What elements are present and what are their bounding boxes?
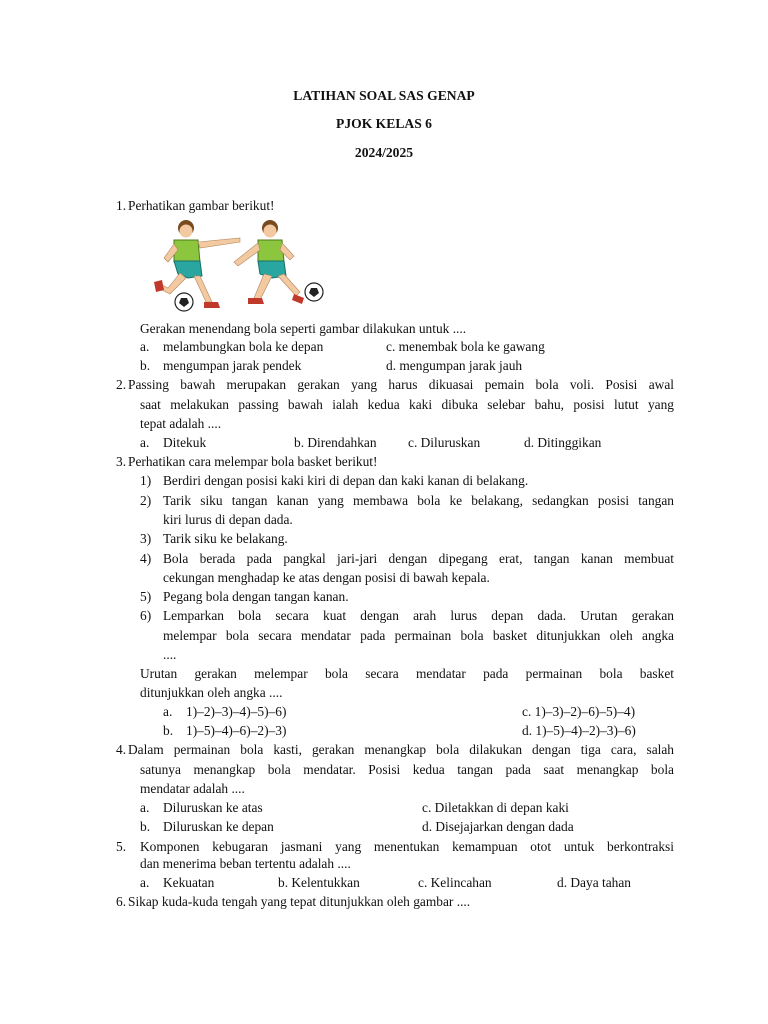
q3-step-1-number: 1) xyxy=(140,473,152,488)
q3-step-3-number: 3) xyxy=(140,531,152,546)
q4-option-c: c. Diletakkan di depan kaki xyxy=(422,800,569,815)
q2-option-c: c. Diluruskan xyxy=(408,435,481,450)
q5-option-c: c. Kelincahan xyxy=(418,875,492,890)
kicking-boy-figure-2 xyxy=(234,220,323,304)
q5-option-a: Kekuatan xyxy=(163,875,215,890)
q4-text-line-2: satunya menangkap bola mendatar. Posisi kedua tangan pada saat menangkap bola xyxy=(140,762,674,777)
q3-step-1-text: Berdiri dengan posisi kaki kiri di depan dan kaki kanan di belakang. xyxy=(163,473,529,488)
q3-option-d: d. 1)–5)–4)–2)–3)–6) xyxy=(522,723,636,738)
q6-prompt: Sikap kuda-kuda tengah yang tepat ditunjukkan oleh gambar .... xyxy=(128,894,471,909)
worksheet-year: 2024/2025 xyxy=(354,145,414,160)
q3-step-2-number: 2) xyxy=(140,493,152,508)
q3-option-a: 1)–2)–3)–4)–5)–6) xyxy=(186,704,287,719)
q1-option-a-letter: a. xyxy=(140,339,150,354)
q4-option-b: Diluruskan ke depan xyxy=(163,819,274,834)
q3-step-5-number: 5) xyxy=(140,589,152,604)
q1-option-b-letter: b. xyxy=(140,358,151,373)
q3-step-3-text: Tarik siku ke belakang. xyxy=(163,531,288,546)
q5-text-line-2: dan menerima beban tertentu adalah .... xyxy=(140,856,351,871)
q2-text-line-1: Passing bawah merupakan gerakan yang harus dikuasai pemain bola voli. Posisi awal xyxy=(128,377,674,392)
worksheet-subject: PJOK KELAS 6 xyxy=(336,116,432,131)
q5-option-d: d. Daya tahan xyxy=(557,875,631,890)
q1-option-c: c. menembak bola ke gawang xyxy=(386,339,545,354)
soccer-kick-illustration xyxy=(148,218,330,314)
q1-prompt: Perhatikan gambar berikut! xyxy=(128,198,275,213)
q2-option-a-letter: a. xyxy=(140,435,150,450)
q1-number: 1. xyxy=(116,198,127,213)
q3-stem-line-2: ditunjukkan oleh angka .... xyxy=(140,685,283,700)
q3-option-b: 1)–5)–4)–6)–2)–3) xyxy=(186,723,287,738)
q1-stem: Gerakan menendang bola seperti gambar dilakukan untuk .... xyxy=(140,321,467,336)
q3-step-2-text-line-1: Tarik siku tangan kanan yang membawa bola ke belakang, sedangkan posisi tangan xyxy=(163,493,674,508)
q3-step-4-number: 4) xyxy=(140,551,152,566)
q3-step-6-number: 6) xyxy=(140,608,152,623)
q3-step-4-text-line-1: Bola berada pada pangkal jari-jari dengan dipegang erat, tangan kanan membuat xyxy=(163,551,674,566)
q1-option-a: melambungkan bola ke depan xyxy=(163,339,324,354)
q4-option-a-letter: a. xyxy=(140,800,150,815)
q3-option-b-letter: b. xyxy=(163,723,174,738)
q5-number: 5. xyxy=(116,839,127,854)
q4-number: 4. xyxy=(116,742,127,757)
q3-number: 3. xyxy=(116,454,127,469)
q4-option-a: Diluruskan ke atas xyxy=(163,800,263,815)
q3-step-6-text-line-3: .... xyxy=(163,647,177,662)
q3-step-4-text-line-2: cekungan menghadap ke atas dengan posisi di bawah kepala. xyxy=(163,570,490,585)
q4-option-d: d. Disejajarkan dengan dada xyxy=(422,819,574,834)
q3-option-a-letter: a. xyxy=(163,704,173,719)
q3-step-6-text-line-1: Lemparkan bola secara kuat dengan arah lurus depan dada. Urutan gerakan xyxy=(163,608,674,623)
q4-text-line-3: mendatar adalah .... xyxy=(140,781,245,796)
q2-text-line-2: saat melakukan passing bawah ialah kedua kaki dibuka selebar bahu, posisi lutut yang xyxy=(140,397,674,412)
q3-step-6-text-line-2: melempar bola secara mendatar pada permainan bola basket ditunjukkan oleh angka xyxy=(163,628,674,643)
q4-text-line-1: Dalam permainan bola kasti, gerakan menangkap bola dilakukan dengan tiga cara, salah xyxy=(128,742,674,757)
kicking-boy-figure-1 xyxy=(154,220,240,311)
q3-step-2-text-line-2: kiri lurus di depan dada. xyxy=(163,512,293,527)
q2-option-a: Ditekuk xyxy=(163,435,207,450)
q5-option-b: b. Kelentukkan xyxy=(278,875,360,890)
worksheet-title: LATIHAN SOAL SAS GENAP xyxy=(293,88,475,103)
q6-number: 6. xyxy=(116,894,127,909)
q2-text-line-3: tepat adalah .... xyxy=(140,416,222,431)
q1-option-b: mengumpan jarak pendek xyxy=(163,358,302,373)
q5-option-a-letter: a. xyxy=(140,875,150,890)
q3-option-c: c. 1)–3)–2)–6)–5)–4) xyxy=(522,704,636,719)
q5-text-line-1: Komponen kebugaran jasmani yang menentukan kemampuan otot untuk berkontraksi xyxy=(140,839,674,854)
q2-option-d: d. Ditinggikan xyxy=(524,435,602,450)
q3-step-5-text: Pegang bola dengan tangan kanan. xyxy=(163,589,349,604)
q4-option-b-letter: b. xyxy=(140,819,151,834)
q2-number: 2. xyxy=(116,377,127,392)
q1-option-d: d. mengumpan jarak jauh xyxy=(386,358,523,373)
q3-prompt: Perhatikan cara melempar bola basket berikut! xyxy=(128,454,378,469)
q2-option-b: b. Direndahkan xyxy=(294,435,377,450)
q3-stem-line-1: Urutan gerakan melempar bola secara mendatar pada permainan bola basket xyxy=(140,666,674,681)
